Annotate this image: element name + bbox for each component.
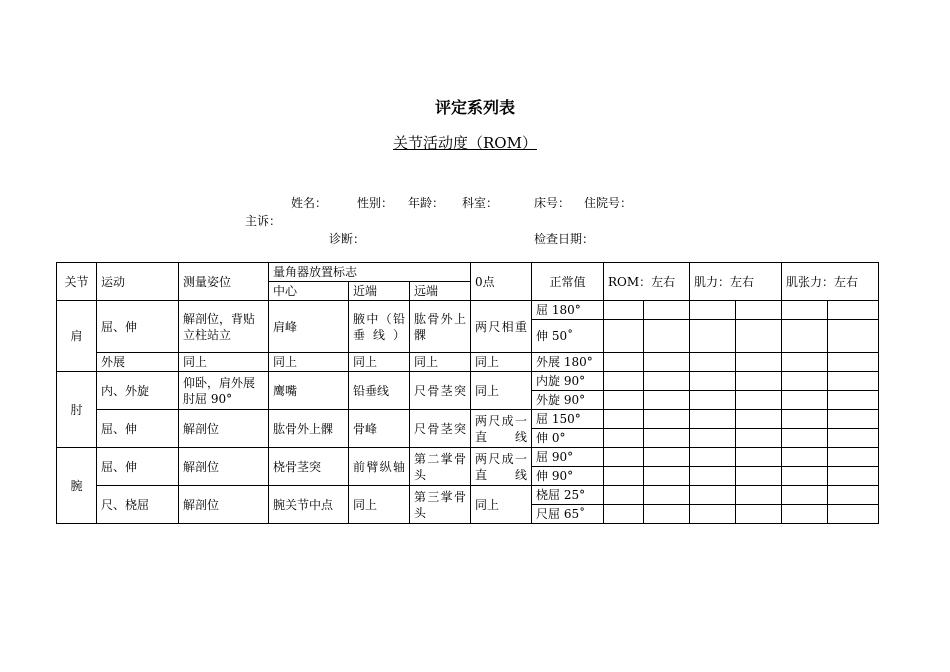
- cell-normal: 屈 180°: [532, 301, 604, 320]
- cell-posture: 解剖位: [179, 486, 269, 524]
- cell-distal: 肱骨外上髁: [410, 301, 471, 353]
- cell-motion: 屈、伸: [97, 410, 179, 448]
- cell-zero: 两尺成一直线: [471, 410, 532, 448]
- cell-zero: 两尺成一直线: [471, 448, 532, 486]
- cell-zero: 两尺相重: [471, 301, 532, 353]
- page-title: 评定系列表: [434, 98, 515, 117]
- cell-distal: 尺骨茎突: [410, 410, 471, 448]
- cell-normal: 屈 150°: [532, 410, 604, 429]
- header-center: 中心: [269, 282, 349, 301]
- cell-proximal: 前臂纵轴: [349, 448, 410, 486]
- cell-center: 鹰嘴: [269, 372, 349, 410]
- header-motion: 运动: [97, 263, 179, 301]
- cell-posture: 解剖位: [179, 410, 269, 448]
- header-distal: 远端: [410, 282, 471, 301]
- header-rom: ROM：左右: [604, 263, 690, 301]
- cell-normal: 尺屈 65˚: [532, 505, 604, 524]
- cell-motion: 内、外旋: [97, 372, 179, 410]
- cell-proximal: 骨峰: [349, 410, 410, 448]
- cell-zero: 同上: [471, 353, 532, 372]
- subtitle-text: 关节活动度（ROM）: [393, 134, 537, 152]
- cell-center: 同上: [269, 353, 349, 372]
- field-exam-date: 检查日期：: [534, 232, 595, 246]
- header-normal: 正常值: [532, 263, 604, 301]
- cell-posture: 同上: [179, 353, 269, 372]
- rom-table: [56, 262, 879, 524]
- header-zero: 0点: [471, 263, 532, 301]
- header-joint: 关节: [57, 263, 97, 301]
- cell-normal: 伸 50˚: [532, 320, 604, 353]
- cell-distal: 尺骨茎突: [410, 372, 471, 410]
- header-goniometer: 量角器放置标志: [269, 263, 471, 282]
- cell-center: 肱骨外上髁: [269, 410, 349, 448]
- cell-proximal: 同上: [349, 486, 410, 524]
- cell-normal: 桡屈 25°: [532, 486, 604, 505]
- field-admission-no: 住院号：: [584, 196, 633, 210]
- cell-proximal: 铅垂线: [349, 372, 410, 410]
- joint-wrist: 腕: [57, 448, 97, 524]
- cell-normal: 伸 0°: [532, 429, 604, 448]
- cell-center: 腕关节中点: [269, 486, 349, 524]
- cell-motion: 外展: [97, 353, 179, 372]
- cell-zero: 同上: [471, 486, 532, 524]
- cell-normal: 外展 180°: [532, 353, 604, 372]
- cell-zero: 同上: [471, 372, 532, 410]
- cell-posture: 解剖位，背贴立柱站立: [179, 301, 269, 353]
- field-bed: 床号：: [534, 196, 571, 210]
- field-age: 年龄：: [408, 196, 445, 210]
- header-tone: 肌张力：左右: [782, 263, 879, 301]
- joint-shoulder: 肩: [57, 301, 97, 372]
- header-proximal: 近端: [349, 282, 410, 301]
- field-dept: 科室：: [462, 196, 499, 210]
- cell-distal: 第三掌骨头: [410, 486, 471, 524]
- cell-normal: 外旋 90°: [532, 391, 604, 410]
- cell-motion: 尺、桡屈: [97, 486, 179, 524]
- cell-motion: 屈、伸: [97, 301, 179, 353]
- field-complaint: 主诉：: [245, 214, 282, 228]
- cell-distal: 同上: [410, 353, 471, 372]
- cell-center: 肩峰: [269, 301, 349, 353]
- cell-proximal: 腋中（铅垂线）: [349, 301, 410, 353]
- cell-proximal: 同上: [349, 353, 410, 372]
- cell-distal: 第二掌骨头: [410, 448, 471, 486]
- page-subtitle: [0, 132, 930, 153]
- cell-normal: 内旋 90°: [532, 372, 604, 391]
- joint-elbow: 肘: [57, 372, 97, 448]
- cell-normal: 屈 90°: [532, 448, 604, 467]
- cell-posture: 仰卧，肩外展肘屈 90°: [179, 372, 269, 410]
- cell-motion: 屈、伸: [97, 448, 179, 486]
- field-gender: 性别：: [357, 196, 394, 210]
- cell-posture: 解剖位: [179, 448, 269, 486]
- cell-center: 桡骨茎突: [269, 448, 349, 486]
- cell-normal: 伸 90°: [532, 467, 604, 486]
- field-name: 姓名：: [291, 196, 328, 210]
- header-strength: 肌力：左右: [690, 263, 782, 301]
- field-diagnosis: 诊断：: [329, 232, 366, 246]
- header-posture: 测量姿位: [179, 263, 269, 301]
